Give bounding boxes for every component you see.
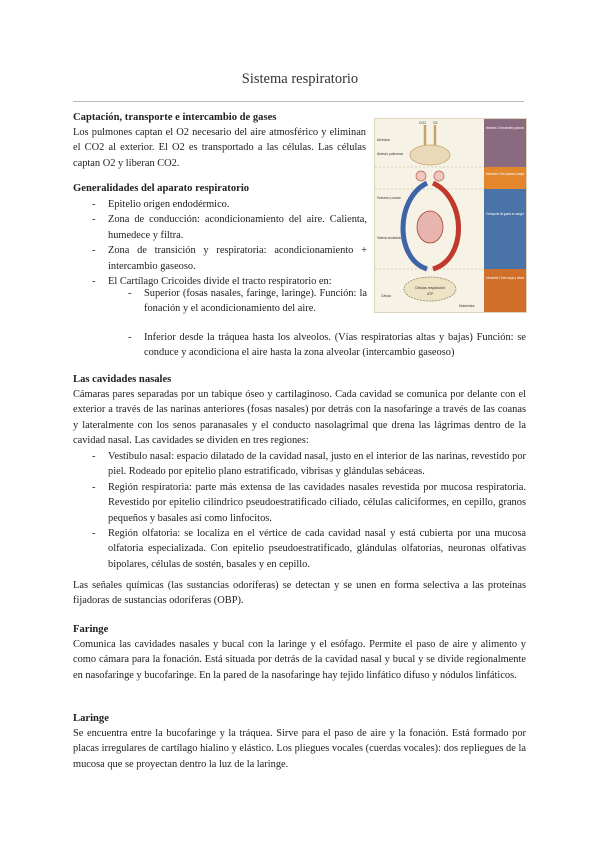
list-item: - Región olfatoria: se localiza en el vértice de cada cavidad nasal y está cubierta por una mucosa olfatoria especializada. Con epitelio pseudoestratificado, glándulas olfatorias, neuronas olfativas bipolares, células de sostén, basales y en cepillo.	[90, 526, 526, 572]
heart-icon	[417, 211, 443, 243]
zone-2-label: Intercambio 2: Entre pulmones y sangre	[486, 172, 524, 176]
section-body-captacion: Los pulmones captan el O2 necesario del aire atmosférico y eliminan el CO2 al exterior. El O2 es transportado a las células. Las células captan O2 y liberan CO2.	[73, 127, 366, 169]
zone-2-band	[484, 167, 526, 189]
list-item: - Zona de conducción: acondicionamiento del aire. Calienta, humedece y filtra.	[90, 212, 367, 243]
section-heading-cavidades: Las cavidades nasales	[73, 374, 172, 385]
regiones-list	[90, 449, 526, 572]
section-heading-laringe: Laringe	[73, 713, 109, 724]
sublist-item: - Inferior desde la tráquea hasta los alveolos. (Vías respiratorias altas y bajas) Función: se conduce y acondiciona el aire hasta la zona alveolar (intercambio gaseoso)	[126, 330, 526, 361]
zone-1-label: Intercambio 1: Entre atmósfera y pulmones	[486, 126, 525, 130]
alveolus-icon	[434, 171, 444, 181]
page-title: Sistema respiratorio	[241, 71, 359, 87]
fig-label-alveolos: Alvéolos	[377, 138, 390, 142]
list-item: - Epitelio origen endodérmico.	[90, 197, 367, 212]
title-divider	[73, 101, 524, 102]
airway-tube	[425, 125, 435, 145]
list-item: - Vestíbulo nasal: espacio dilatado de la cavidad nasal, justo en el interior de las narinas, revestido por piel. Rodeado por epitelio plano estratificado, vibrisas y glándulas sebáceas.	[90, 449, 526, 480]
section-heading-faringe: Faringe	[73, 624, 109, 635]
zone-3-band	[484, 189, 526, 269]
cricoides-sublist-2	[126, 330, 526, 361]
section-body-laringe: Se encuentra entre la bucofaringe y la tráquea. Sirve para el paso de aire y la fonación. Está formado por placas irregulares de cartílago hialino y elástico. Los pliegues vocales (cuerdas vocales): dos repliegues de la mucosa que se proyectan dentro la luz de la laringe.	[73, 728, 526, 770]
sublist-item: - Superior (fosas nasales, faringe, laringe). Función: la fonación y el acondicionamiento del aire.	[126, 286, 367, 317]
alveolus-icon	[416, 171, 426, 181]
zone-3-label: Transporte de gases en sangre	[486, 212, 524, 216]
fig-label-co2: CO2	[419, 121, 426, 125]
section-body-cavidades: Cámaras pares separadas por un tabique óseo y cartilaginoso. Cada cavidad se comunica por delante con el exterior a través de las narinas anteriores (fosas nasales) por detrás con la nasofaringe a través de las coanas y lateralmente con los senos paranasales y el conducto nasolagrimal que drena las lágrimas dentro de la cavidad nasal. Las cavidades se dividen en tres regiones:	[73, 389, 526, 447]
fig-label-respiracion: Células respiración	[415, 286, 446, 290]
fig-label-nutrientes: Nutrientes	[459, 304, 475, 308]
fig-label-pulmones: Pulmones y corazón	[377, 196, 402, 200]
section-body-faringe: Comunica las cavidades nasales y bucal con la laringe y el esófago. Permite el paso de aire y alimento y como cámara para la fonación. Está situada por detrás de la cavidad nasal y bucal y se divide regionalmente en nasofaringe y bucofaringe. En la pared de la nasofaringe hay tejido linfático difuso y nódulos linfáticos.	[73, 639, 526, 681]
respiration-diagram-svg	[375, 119, 526, 312]
section-after-cavidades: Las señales químicas (las sustancias odoríferas) se detectan y se unen en forma selectiva a las proteínas fijadoras de sustancias odoríferas (OBP).	[73, 580, 526, 607]
zone-4-label: Intercambio 3: Entre sangre y células	[486, 276, 525, 280]
list-item: - Región respiratoria: parte más extensa de las cavidades nasales revestida por mucosa respiratoria. Revestido por epitelio cilíndrico pseudoestratificado ciliado, células caliciformes, en cepillo, granos pequeños y basales así como linfocitos.	[90, 480, 526, 526]
fig-label-alveolo-pulmonar: Alvéolo pulmonar	[377, 152, 404, 156]
section-heading-captacion: Captación, transporte e intercambio de gases	[73, 112, 277, 123]
fig-label-atp: ATP	[427, 292, 434, 296]
fig-label-sistema-circulatorio: Sistema circulatorio	[377, 236, 402, 240]
fig-label-celula: Célula	[381, 294, 391, 298]
alveoli-icon	[410, 145, 450, 165]
fig-label-o2: O2	[433, 121, 438, 125]
list-item-text: El Cartílago Cricoides divide el tracto respiratorio en:	[108, 276, 332, 288]
respiration-diagram	[374, 118, 527, 313]
generalidades-list	[90, 197, 367, 289]
section-heading-generalidades: Generalidades del aparato respiratorio	[73, 183, 250, 194]
cricoides-sublist	[126, 286, 367, 317]
list-item: - Zona de transición y respiratoria: acondicionamiento + intercambio gaseoso.	[90, 243, 367, 274]
